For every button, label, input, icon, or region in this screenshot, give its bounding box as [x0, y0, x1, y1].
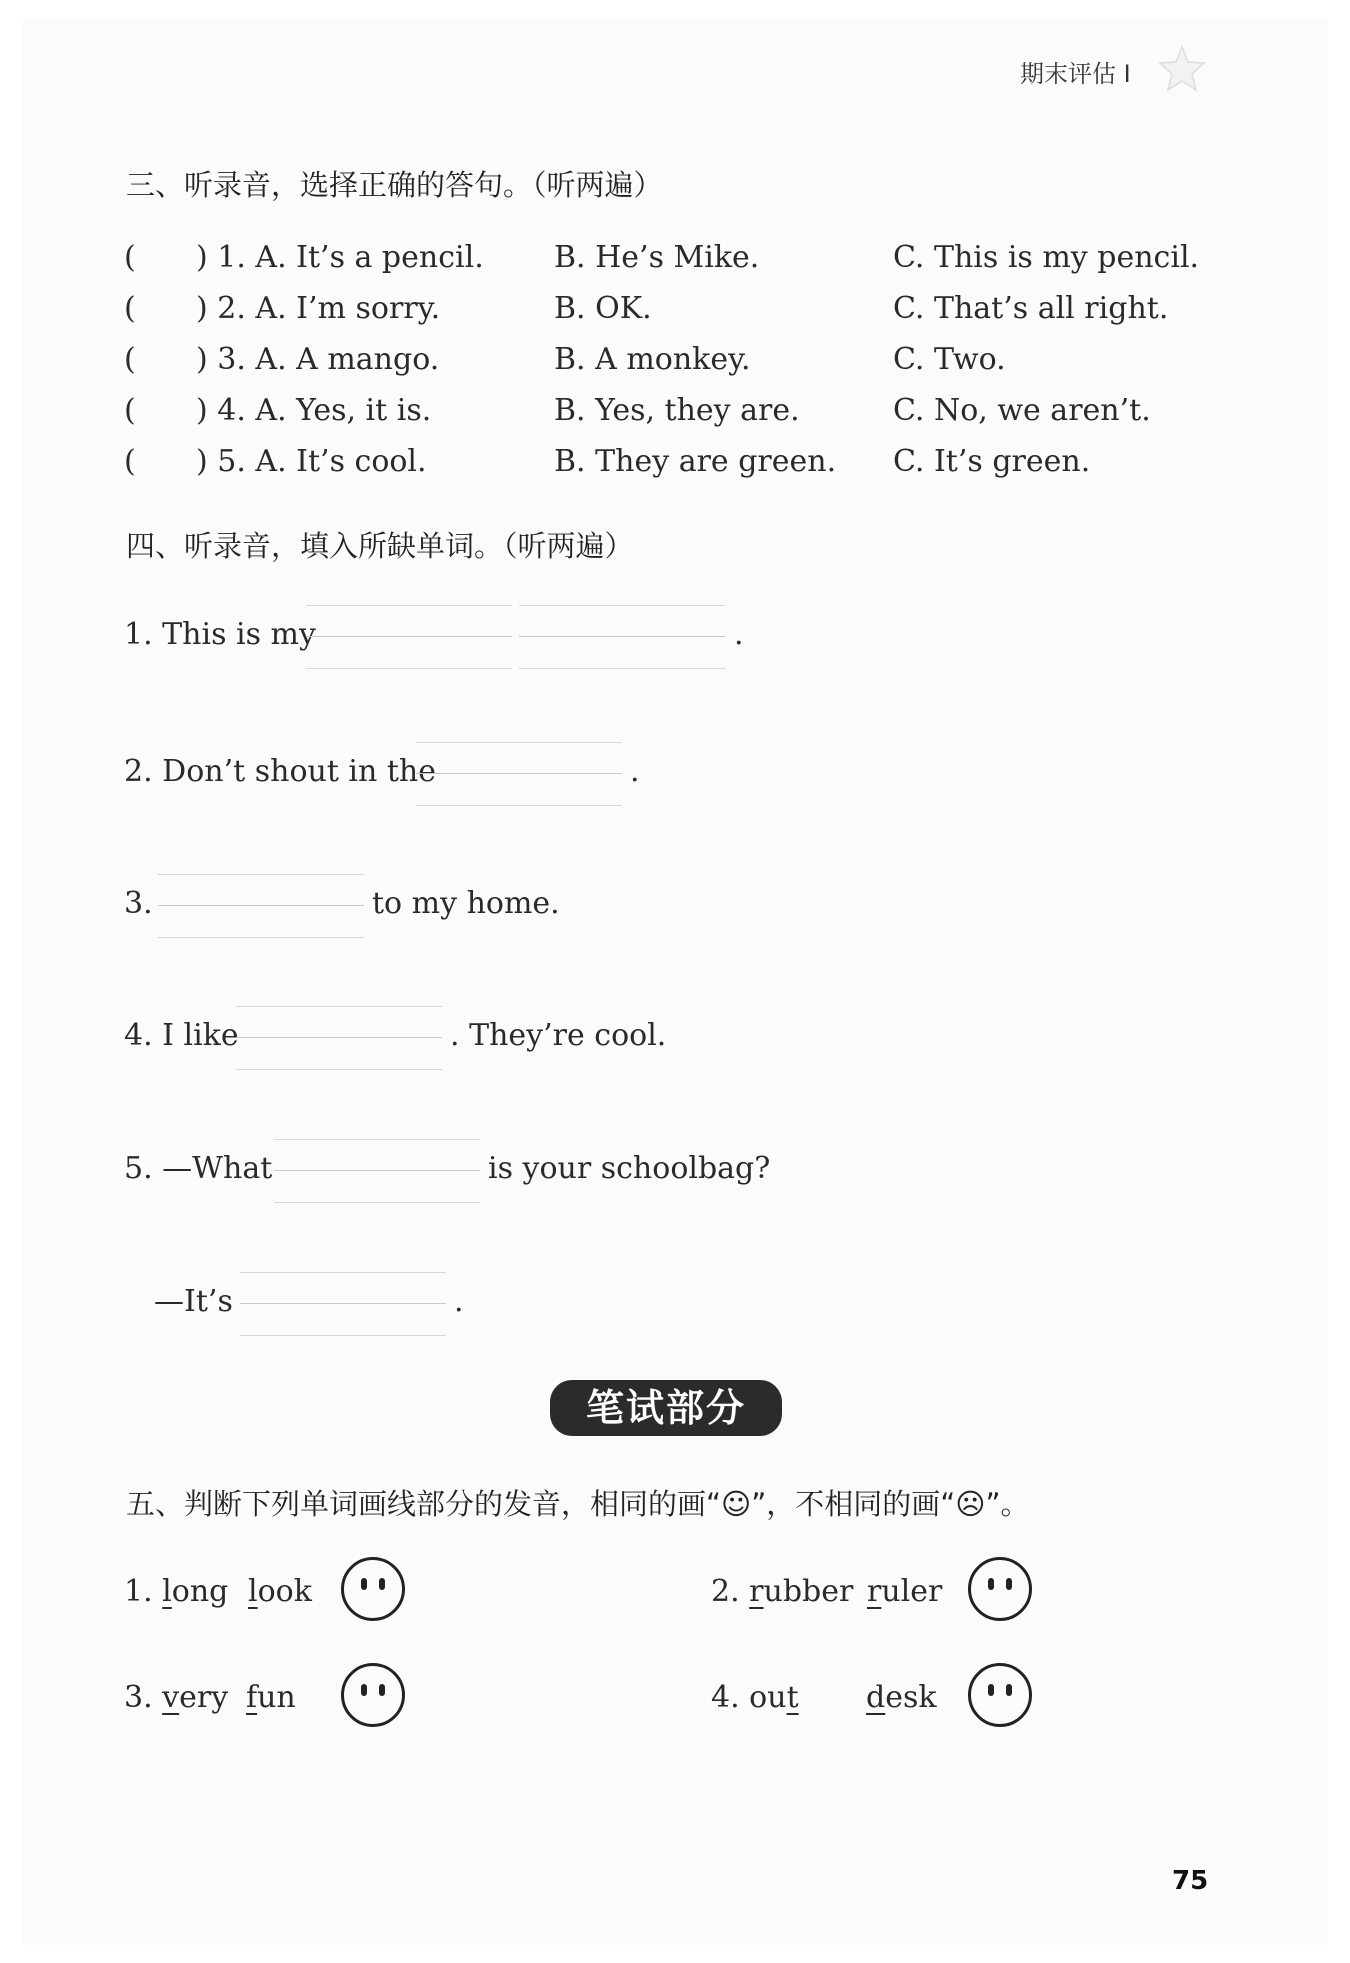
phonics2-word1-rest: ubber [763, 1574, 854, 1609]
fill2-text: 2. Don’t shout in the [124, 754, 436, 789]
fill3-text: 3. [124, 886, 153, 921]
phonics4-num: 4. [711, 1680, 740, 1715]
phonics1-num: 1. [124, 1574, 153, 1609]
fill1-blank-b[interactable] [519, 605, 725, 669]
phonics1-word2-underlined: l [248, 1574, 258, 1609]
fill5-text: 5. —What [124, 1151, 273, 1186]
fill5-blank[interactable] [274, 1139, 480, 1203]
phonics1-word1-underlined: l [162, 1574, 172, 1609]
section5-title: 五、判断下列单词画线部分的发音，相同的画“☺”，不相同的画“☹”。 [126, 1487, 1030, 1521]
item5-paren: ( [124, 444, 136, 479]
phonics3-word1-rest: ery [179, 1680, 229, 1715]
fill2-blank[interactable] [416, 742, 622, 806]
item2-paren: ( [124, 291, 136, 326]
fill4-text: 4. I like [124, 1018, 239, 1053]
section4-title: 四、听录音，填入所缺单词。（听两遍） [126, 529, 634, 563]
item2-option-c: C. That’s all right. [893, 291, 1169, 326]
item1-option-b: B. He’s Mike. [554, 240, 760, 275]
phonics1-word2-rest: ook [257, 1574, 312, 1609]
item5-option-b: B. They are green. [554, 444, 837, 479]
header-title: 期末评估 Ⅰ [1020, 60, 1131, 88]
item3-paren: ( [124, 342, 136, 377]
fill1-blank-a[interactable] [306, 605, 512, 669]
phonics2-word2-rest: uler [881, 1574, 943, 1609]
neutral-face-icon[interactable] [968, 1557, 1032, 1621]
item2-option-b: B. OK. [554, 291, 652, 326]
phonics2 [711, 1574, 853, 1609]
phonics2-word2 [867, 1574, 942, 1609]
phonics3-num: 3. [124, 1680, 153, 1715]
phonics4-word1-pre: ou [749, 1680, 787, 1715]
item5-option-c: C. It’s green. [893, 444, 1091, 479]
page-number: 75 [1172, 1866, 1209, 1896]
phonics3 [124, 1680, 228, 1715]
phonics4-word2 [866, 1680, 937, 1715]
phonics4-word2-rest: esk [885, 1680, 937, 1715]
item4-option-a: ) 4. A. Yes, it is. [196, 393, 432, 428]
phonics3-word2-rest: un [257, 1680, 296, 1715]
phonics2-word2-underlined: r [867, 1574, 882, 1609]
phonics4 [711, 1680, 799, 1715]
item1-option-c: C. This is my pencil. [893, 240, 1200, 275]
item3-option-a: ) 3. A. A mango. [196, 342, 440, 377]
phonics3-word1-underlined: v [162, 1680, 180, 1715]
fill4-blank[interactable] [236, 1006, 442, 1070]
item3-option-c: C. Two. [893, 342, 1006, 377]
fill4-end: . They’re cool. [450, 1018, 667, 1053]
phonics1 [124, 1574, 228, 1609]
phonics4-word1-underlined: t [786, 1680, 799, 1715]
fill2-end: . [630, 754, 640, 789]
item5-option-a: ) 5. A. It’s cool. [196, 444, 427, 479]
item1-option-a: ) 1. A. It’s a pencil. [196, 240, 484, 275]
neutral-face-icon[interactable] [968, 1663, 1032, 1727]
phonics4-word2-underlined: d [866, 1680, 886, 1715]
section3-title: 三、听录音，选择正确的答句。（听两遍） [126, 168, 663, 202]
fill5b-blank[interactable] [240, 1272, 446, 1336]
star-icon [1157, 44, 1207, 94]
item1-paren: ( [124, 240, 136, 275]
phonics1-word2 [248, 1574, 312, 1609]
phonics1-word1-rest: ong [171, 1574, 229, 1609]
fill1-text: 1. This is my [124, 617, 316, 652]
fill5b-end: . [454, 1284, 464, 1319]
phonics2-num: 2. [711, 1574, 740, 1609]
fill5b-text: —It’s [154, 1284, 233, 1319]
item3-option-b: B. A monkey. [554, 342, 751, 377]
fill5-end: is your schoolbag? [488, 1151, 771, 1186]
phonics3-word2-underlined: f [246, 1680, 258, 1715]
fill3-blank[interactable] [158, 874, 364, 938]
neutral-face-icon[interactable] [341, 1557, 405, 1621]
phonics3-word2 [246, 1680, 296, 1715]
fill1-end: . [734, 617, 744, 652]
item2-option-a: ) 2. A. I’m sorry. [196, 291, 441, 326]
item4-paren: ( [124, 393, 136, 428]
item4-option-b: B. Yes, they are. [554, 393, 800, 428]
neutral-face-icon[interactable] [341, 1663, 405, 1727]
item4-option-c: C. No, we aren’t. [893, 393, 1151, 428]
phonics2-word1-underlined: r [749, 1574, 764, 1609]
fill3-end: to my home. [372, 886, 560, 921]
written-section-badge: 笔试部分 [550, 1380, 782, 1436]
